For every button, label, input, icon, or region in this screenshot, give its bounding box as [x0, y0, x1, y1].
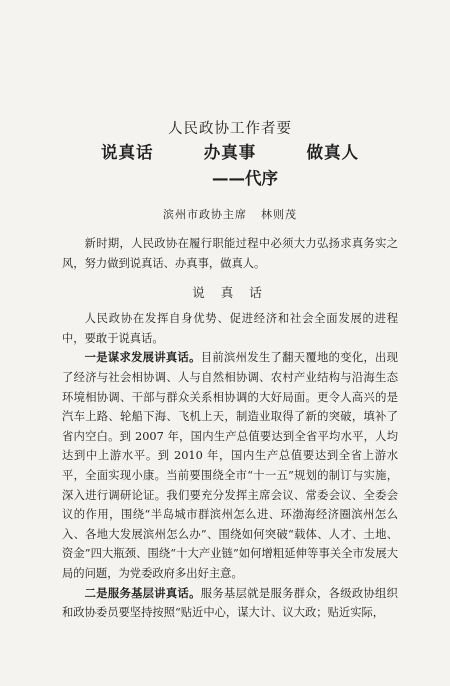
section-paragraph-3	[62, 584, 398, 623]
top-margin	[62, 0, 398, 118]
section-paragraph-1: 人民政协在发挥自身优势、促进经济和社会全面发展的进程中，要敢于说真话。	[62, 312, 398, 345]
author-position: 滨州市政协主席	[163, 208, 247, 221]
title-line-3: ——代序	[212, 169, 278, 188]
title-line-2: 说真话 办真事 做真人	[101, 143, 359, 162]
intro-paragraph: 新时期，人民政协在履行职能过程中必须大力弘扬求真务实之风，努力做到说真话、办真事，做真人。	[62, 237, 398, 270]
author-name: 林则茂	[261, 208, 297, 221]
paragraph-2-text: 目前滨州发生了翻天覆地的变化，出现了经济与社会相协调、人与自然相协调、农村产业结构与沿海生态环境相协调、干部与群众关系相协调的大好局面。更令人高兴的是汽车上路、轮船下海、飞机上天，制造业取得了新的突破，填补了省内空白。到 2007 年，国内生产总值要达到全省平均水平，人均达到中上游水平。到 2010 年，国内生产总值要达到全省上游水平，全面实现小康。当前要围绕全市“十一五”规划的制订与实施，深入进行调研论证。我们要充分发挥主席会议、常委会议、全委会议的作用，围绕“半岛城市群滨州怎么进、环渤海经济圈滨州怎么入、各地大发展滨州怎么办”、围绕如何突破“载体、人才、土地、资金”四大瓶颈、围绕“十大产业链”如何增粗延伸等事关全市发展大局的问题，为党委政府多出好主意。	[62, 351, 398, 580]
section-heading: 说 真 话	[192, 285, 268, 301]
section-paragraph-2	[62, 348, 398, 583]
title-line-1: 人民政协工作者要	[168, 121, 292, 137]
paragraph-3-lead: 二是服务基层讲真话。	[84, 586, 201, 600]
paragraph-3-text: 服务基层就是服务群众，各级政协组织和政协委员要坚持按照“贴近中心，谋大计、议大政；贴近实际，	[62, 586, 398, 620]
byline	[62, 206, 398, 224]
preface-title	[62, 118, 398, 192]
paragraph-2-lead: 一是谋求发展讲真话。	[84, 351, 201, 365]
